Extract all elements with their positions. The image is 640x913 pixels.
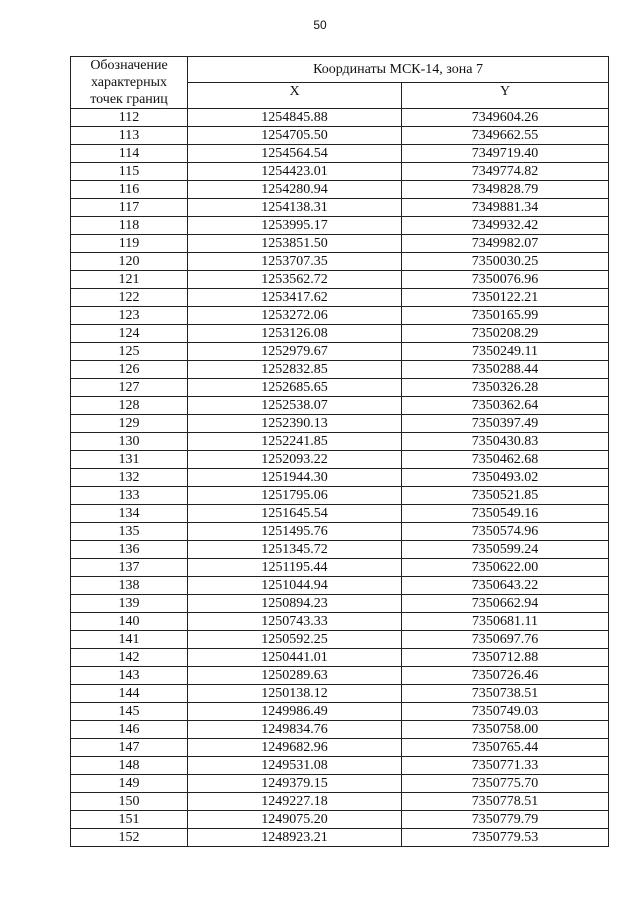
y-coordinate-cell: 7350599.24 [402, 541, 609, 559]
y-coordinate-cell: 7350765.44 [402, 739, 609, 757]
y-coordinate-cell: 7350622.00 [402, 559, 609, 577]
point-id-cell: 132 [71, 469, 188, 487]
point-label-header-line: характерных [90, 75, 168, 90]
x-coordinate-cell: 1250743.33 [188, 613, 402, 631]
y-coordinate-cell: 7350779.79 [402, 811, 609, 829]
table-row [71, 505, 609, 523]
y-coordinate-cell: 7350778.51 [402, 793, 609, 811]
coordinates-table [70, 56, 609, 847]
x-coordinate-cell: 1252093.22 [188, 451, 402, 469]
point-id-cell: 119 [71, 235, 188, 253]
y-coordinate-cell: 7350771.33 [402, 757, 609, 775]
x-coordinate-cell: 1250592.25 [188, 631, 402, 649]
y-coordinate-cell: 7350738.51 [402, 685, 609, 703]
table-row [71, 379, 609, 397]
x-coordinate-cell: 1253562.72 [188, 271, 402, 289]
table-row [71, 811, 609, 829]
x-coordinate-cell: 1251495.76 [188, 523, 402, 541]
y-coordinate-cell: 7350326.28 [402, 379, 609, 397]
table-row [71, 757, 609, 775]
y-coordinate-cell: 7350758.00 [402, 721, 609, 739]
point-label-header-line: Обозначение [90, 58, 168, 73]
y-coordinate-cell: 7349828.79 [402, 181, 609, 199]
point-id-cell: 135 [71, 523, 188, 541]
x-coordinate-cell: 1253995.17 [188, 217, 402, 235]
table-row [71, 559, 609, 577]
table-row [71, 397, 609, 415]
point-id-cell: 121 [71, 271, 188, 289]
y-coordinate-cell: 7350165.99 [402, 307, 609, 325]
y-coordinate-cell: 7349662.55 [402, 127, 609, 145]
point-id-cell: 112 [71, 109, 188, 127]
x-coordinate-cell: 1253851.50 [188, 235, 402, 253]
y-coordinate-cell: 7350549.16 [402, 505, 609, 523]
point-id-cell: 144 [71, 685, 188, 703]
x-coordinate-cell: 1252979.67 [188, 343, 402, 361]
x-coordinate-cell: 1254280.94 [188, 181, 402, 199]
point-id-cell: 149 [71, 775, 188, 793]
point-id-cell: 122 [71, 289, 188, 307]
table-row [71, 361, 609, 379]
point-id-cell: 123 [71, 307, 188, 325]
x-coordinate-cell: 1249075.20 [188, 811, 402, 829]
point-id-cell: 151 [71, 811, 188, 829]
x-coordinate-cell: 1251044.94 [188, 577, 402, 595]
table-row [71, 271, 609, 289]
y-coordinate-cell: 7349719.40 [402, 145, 609, 163]
y-coordinate-cell: 7350521.85 [402, 487, 609, 505]
x-coordinate-cell: 1253272.06 [188, 307, 402, 325]
point-id-cell: 114 [71, 145, 188, 163]
x-coordinate-cell: 1253417.62 [188, 289, 402, 307]
y-coordinate-cell: 7350288.44 [402, 361, 609, 379]
point-label-header [71, 57, 188, 109]
table-row [71, 343, 609, 361]
x-coordinate-cell: 1248923.21 [188, 829, 402, 847]
table-row [71, 199, 609, 217]
table-row [71, 613, 609, 631]
point-id-cell: 150 [71, 793, 188, 811]
table-row [71, 721, 609, 739]
y-coordinate-cell: 7349604.26 [402, 109, 609, 127]
y-coordinate-cell: 7350775.70 [402, 775, 609, 793]
point-id-cell: 125 [71, 343, 188, 361]
point-label-header-line: точек границ [90, 92, 168, 107]
x-column-header: X [188, 83, 402, 109]
table-row [71, 181, 609, 199]
point-id-cell: 141 [71, 631, 188, 649]
point-id-cell: 124 [71, 325, 188, 343]
point-id-cell: 146 [71, 721, 188, 739]
y-coordinate-cell: 7350779.53 [402, 829, 609, 847]
x-coordinate-cell: 1249834.76 [188, 721, 402, 739]
table-row [71, 235, 609, 253]
table-row [71, 667, 609, 685]
x-coordinate-cell: 1249227.18 [188, 793, 402, 811]
table-row [71, 487, 609, 505]
y-coordinate-cell: 7350030.25 [402, 253, 609, 271]
point-id-cell: 127 [71, 379, 188, 397]
y-coordinate-cell: 7349774.82 [402, 163, 609, 181]
point-id-cell: 145 [71, 703, 188, 721]
table-row [71, 325, 609, 343]
x-coordinate-cell: 1250138.12 [188, 685, 402, 703]
point-id-cell: 139 [71, 595, 188, 613]
point-id-cell: 147 [71, 739, 188, 757]
y-coordinate-cell: 7350362.64 [402, 397, 609, 415]
header-row-group [71, 57, 609, 83]
y-coordinate-cell: 7349982.07 [402, 235, 609, 253]
x-coordinate-cell: 1251345.72 [188, 541, 402, 559]
y-coordinate-cell: 7350122.21 [402, 289, 609, 307]
x-coordinate-cell: 1253126.08 [188, 325, 402, 343]
x-coordinate-cell: 1249379.15 [188, 775, 402, 793]
y-coordinate-cell: 7350712.88 [402, 649, 609, 667]
y-coordinate-cell: 7350662.94 [402, 595, 609, 613]
x-coordinate-cell: 1252832.85 [188, 361, 402, 379]
table-row [71, 163, 609, 181]
table-row [71, 433, 609, 451]
x-coordinate-cell: 1250894.23 [188, 595, 402, 613]
table-row [71, 415, 609, 433]
table-row [71, 523, 609, 541]
point-id-cell: 120 [71, 253, 188, 271]
y-column-header: Y [402, 83, 609, 109]
x-coordinate-cell: 1251944.30 [188, 469, 402, 487]
table-row [71, 127, 609, 145]
x-coordinate-cell: 1252685.65 [188, 379, 402, 397]
point-id-cell: 115 [71, 163, 188, 181]
table-row [71, 451, 609, 469]
x-coordinate-cell: 1251795.06 [188, 487, 402, 505]
table-row [71, 775, 609, 793]
point-id-cell: 131 [71, 451, 188, 469]
table-row [71, 793, 609, 811]
point-id-cell: 148 [71, 757, 188, 775]
point-id-cell: 152 [71, 829, 188, 847]
point-id-cell: 140 [71, 613, 188, 631]
y-coordinate-cell: 7350208.29 [402, 325, 609, 343]
table-row [71, 145, 609, 163]
y-coordinate-cell: 7350430.83 [402, 433, 609, 451]
y-coordinate-cell: 7350749.03 [402, 703, 609, 721]
table-row [71, 217, 609, 235]
point-id-cell: 128 [71, 397, 188, 415]
x-coordinate-cell: 1254138.31 [188, 199, 402, 217]
table-row [71, 739, 609, 757]
x-coordinate-cell: 1254705.50 [188, 127, 402, 145]
x-coordinate-cell: 1249531.08 [188, 757, 402, 775]
x-coordinate-cell: 1250289.63 [188, 667, 402, 685]
y-coordinate-cell: 7350249.11 [402, 343, 609, 361]
coordinate-system-header: Координаты МСК-14, зона 7 [188, 57, 609, 83]
page-number: 50 [313, 18, 327, 32]
x-coordinate-cell: 1252241.85 [188, 433, 402, 451]
table-row [71, 253, 609, 271]
point-id-cell: 118 [71, 217, 188, 235]
point-id-cell: 143 [71, 667, 188, 685]
y-coordinate-cell: 7350462.68 [402, 451, 609, 469]
table-body [71, 109, 609, 847]
point-id-cell: 138 [71, 577, 188, 595]
point-id-cell: 126 [71, 361, 188, 379]
table-row [71, 577, 609, 595]
y-coordinate-cell: 7350076.96 [402, 271, 609, 289]
y-coordinate-cell: 7350493.02 [402, 469, 609, 487]
y-coordinate-cell: 7350643.22 [402, 577, 609, 595]
table-row [71, 307, 609, 325]
x-coordinate-cell: 1251195.44 [188, 559, 402, 577]
table-row [71, 595, 609, 613]
y-coordinate-cell: 7350574.96 [402, 523, 609, 541]
point-id-cell: 117 [71, 199, 188, 217]
table-row [71, 829, 609, 847]
x-coordinate-cell: 1252538.07 [188, 397, 402, 415]
y-coordinate-cell: 7349881.34 [402, 199, 609, 217]
point-id-cell: 133 [71, 487, 188, 505]
table-row [71, 469, 609, 487]
x-coordinate-cell: 1251645.54 [188, 505, 402, 523]
point-id-cell: 130 [71, 433, 188, 451]
x-coordinate-cell: 1254564.54 [188, 145, 402, 163]
y-coordinate-cell: 7350397.49 [402, 415, 609, 433]
x-coordinate-cell: 1250441.01 [188, 649, 402, 667]
point-id-cell: 142 [71, 649, 188, 667]
table-row [71, 649, 609, 667]
point-id-cell: 136 [71, 541, 188, 559]
y-coordinate-cell: 7350681.11 [402, 613, 609, 631]
point-id-cell: 137 [71, 559, 188, 577]
table-row [71, 541, 609, 559]
x-coordinate-cell: 1249986.49 [188, 703, 402, 721]
point-id-cell: 113 [71, 127, 188, 145]
table-row [71, 109, 609, 127]
table-row [71, 289, 609, 307]
x-coordinate-cell: 1253707.35 [188, 253, 402, 271]
x-coordinate-cell: 1254423.01 [188, 163, 402, 181]
y-coordinate-cell: 7349932.42 [402, 217, 609, 235]
x-coordinate-cell: 1249682.96 [188, 739, 402, 757]
x-coordinate-cell: 1254845.88 [188, 109, 402, 127]
point-id-cell: 129 [71, 415, 188, 433]
table-row [71, 703, 609, 721]
point-id-cell: 134 [71, 505, 188, 523]
point-id-cell: 116 [71, 181, 188, 199]
x-coordinate-cell: 1252390.13 [188, 415, 402, 433]
y-coordinate-cell: 7350697.76 [402, 631, 609, 649]
y-coordinate-cell: 7350726.46 [402, 667, 609, 685]
table-row [71, 685, 609, 703]
table-row [71, 631, 609, 649]
